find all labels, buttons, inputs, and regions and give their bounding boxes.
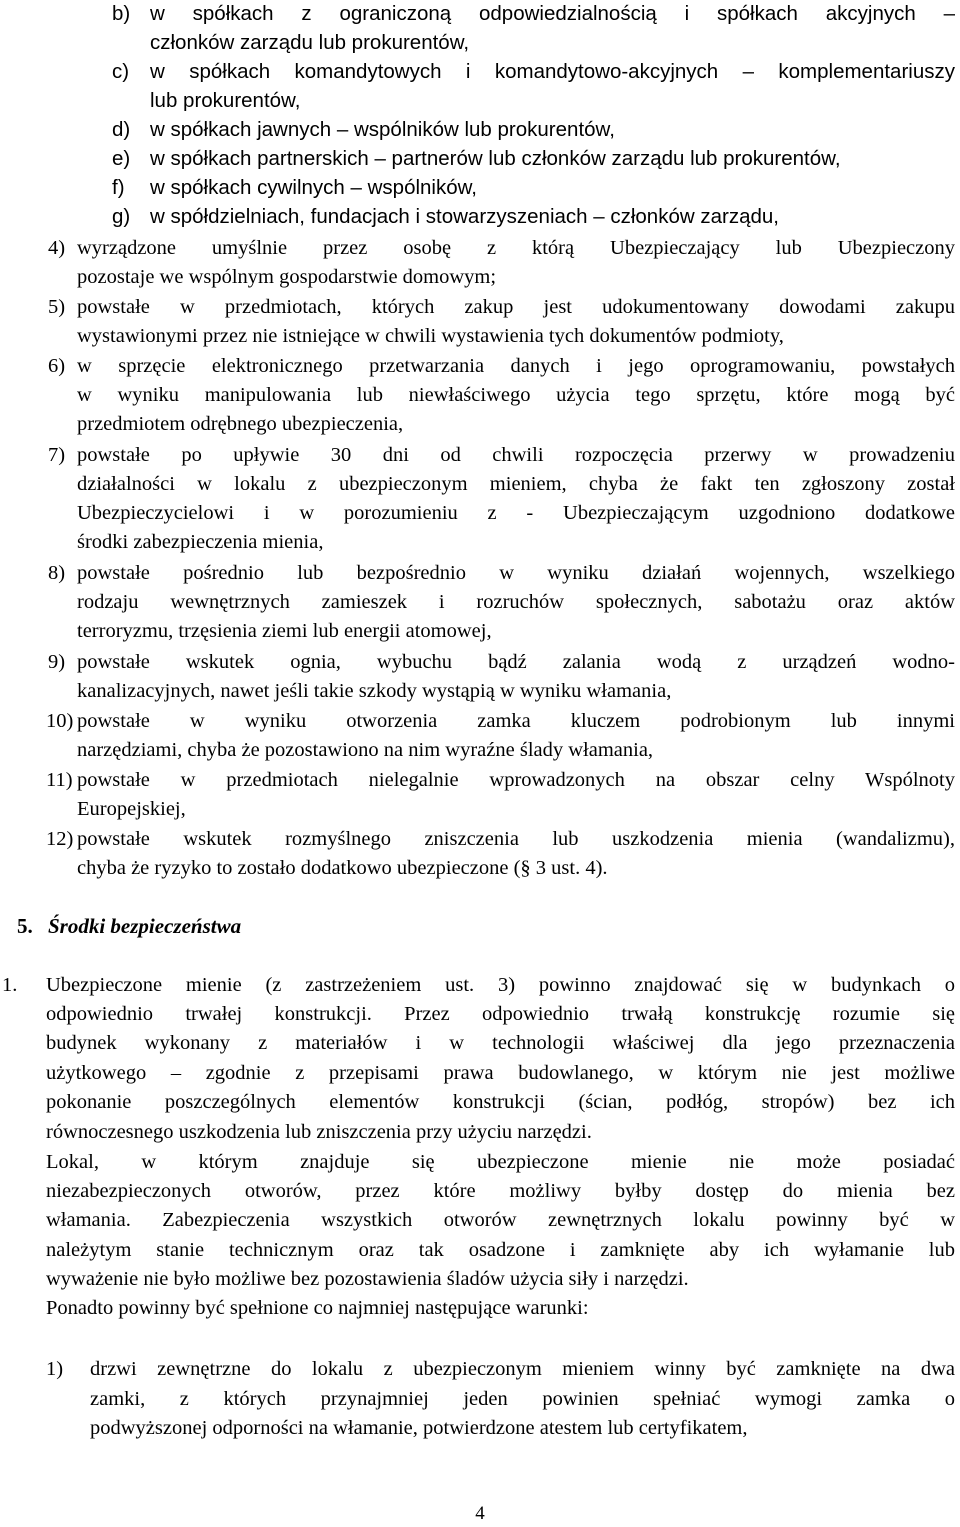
sub-item-label: c) [112, 60, 130, 83]
exclusion-item-line: powstałe po upływie 30 dni od chwili rozpoczęcia przerwy w prowadzeniu [77, 444, 955, 466]
exclusion-item-line: działalności w lokalu z ubezpieczonym mieniem, chyba że fakt ten zgłoszony został [77, 473, 955, 495]
point-line: pokonanie poszczególnych elementów konstrukcji (ścian, podłóg, stropów) bez ich [46, 1091, 955, 1113]
exclusion-item-line: powstałe w wyniku otworzenia zamka kluczem podrobionym lub innymi [77, 710, 955, 732]
exclusion-item-line: rodzaju wewnętrznych zamieszek i rozruchów społecznych, sabotażu oraz aktów [77, 591, 955, 613]
sub-item-label: d) [112, 118, 131, 141]
exclusion-item-line: wyrządzone umyślnie przez osobę z którą Ubezpieczający lub Ubezpieczony [77, 237, 955, 259]
sub-item-label: e) [112, 147, 131, 170]
point-line: Lokal, w którym znajduje się ubezpieczone mienie nie może posiadać [46, 1151, 955, 1173]
exclusion-item-line: chyba że ryzyko to zostało dodatkowo ubezpieczone (§ 3 ust. 4). [77, 857, 608, 879]
section-title: Środki bezpieczeństwa [48, 914, 242, 938]
exclusion-item-line: Europejskiej, [77, 798, 186, 820]
sub-item-line: członków zarządu lub prokurentów, [150, 31, 470, 54]
point-line: budynek wykonany z materiałów i w technologii właściwej dla jego przeznaczenia [46, 1032, 955, 1054]
exclusion-item-line: Ubezpieczycielowi i w porozumieniu z - Ubezpieczającym uzgodniono dodatkowe [77, 502, 955, 524]
exclusion-item-line: kanalizacyjnych, nawet jeśli takie szkody wystąpią w wyniku włamania, [77, 680, 672, 702]
exclusion-item-label: 11) [46, 769, 73, 791]
exclusion-item-label: 7) [48, 444, 66, 466]
exclusion-item-line: wystawionymi przez nie istniejące w chwili wystawienia tych dokumentów podmioty, [77, 325, 784, 347]
sub-item-line: w spółkach z ograniczoną odpowiedzialnością i spółkach akcyjnych – [150, 2, 955, 25]
exclusion-item-line: przedmiotem odrębnego ubezpieczenia, [77, 413, 404, 435]
condition-item-line: podwyższonej odporności na włamanie, potwierdzone atestem lub certyfikatem, [90, 1417, 748, 1439]
exclusion-item-line: powstałe wskutek ognia, wybuchu bądź zalania wodą z urządzeń wodno- [77, 651, 955, 673]
sub-item-label: f) [112, 176, 125, 199]
sub-item-label: b) [112, 2, 131, 25]
exclusion-item-line: środki zabezpieczenia mienia, [77, 531, 324, 553]
exclusion-item-label: 12) [46, 828, 74, 850]
exclusion-item-label: 5) [48, 296, 66, 318]
sub-item-label: g) [112, 205, 131, 228]
exclusion-item-line: narzędziami, chyba że pozostawiono na nim wyraźne ślady włamania, [77, 739, 654, 761]
section-number: 5. [17, 914, 33, 938]
point-label: 1. [2, 974, 18, 996]
point-line: Ubezpieczone mienie (z zastrzeżeniem ust. 3) powinno znajdować się w budynkach o [46, 974, 955, 996]
exclusion-item-line: terroryzmu, trzęsienia ziemi lub energii atomowej, [77, 620, 492, 642]
exclusion-item-line: w wyniku manipulowania lub niewłaściwego użycia tego sprzętu, które mogą być [77, 384, 955, 406]
sub-item-line: lub prokurentów, [150, 89, 301, 112]
exclusion-item-line: powstałe w przedmiotach, których zakup jest udokumentowany dowodami zakupu [77, 296, 955, 318]
page-number: 4 [475, 1503, 485, 1524]
sub-item-line: w spółkach jawnych – wspólników lub prokurentów, [150, 118, 615, 141]
exclusion-item-label: 9) [48, 651, 66, 673]
point-line: włamania. Zabezpieczenia wszystkich otworów zewnętrznych lokalu powinny być w [46, 1209, 955, 1231]
condition-item-line: zamki, z których przynajmniej jeden powinien spełniać wymogi zamka o [90, 1388, 955, 1410]
exclusion-item-line: powstałe pośrednio lub bezpośrednio w wyniku działań wojennych, wszelkiego [77, 562, 955, 584]
point-line: należytym stanie technicznym oraz tak osadzone i zamknięte aby ich wyłamanie lub [46, 1239, 955, 1261]
point-line: równoczesnego uszkodzenia lub zniszczenia przy użyciu narzędzi. [46, 1121, 592, 1143]
sub-item-line: w spółkach partnerskich – partnerów lub członków zarządu lub prokurentów, [150, 147, 841, 170]
exclusion-item-line: powstałe w przedmiotach nielegalnie wprowadzonych na obszar celny Wspólnoty [77, 769, 955, 791]
point-line: Ponadto powinny być spełnione co najmniej następujące warunki: [46, 1297, 589, 1319]
sub-item-line: w spółkach komandytowych i komandytowo-akcyjnych – komplementariuszy [150, 60, 955, 83]
exclusion-item-line: powstałe wskutek rozmyślnego zniszczenia lub uszkodzenia mienia (wandalizmu), [77, 828, 955, 850]
point-line: niezabezpieczonych otworów, przez które możliwy byłby dostęp do mienia bez [46, 1180, 955, 1202]
exclusion-item-label: 6) [48, 355, 66, 377]
exclusion-item-label: 10) [46, 710, 74, 732]
sub-item-line: w spółkach cywilnych – wspólników, [150, 176, 477, 199]
exclusion-item-line: pozostaje we wspólnym gospodarstwie domowym; [77, 266, 497, 288]
exclusion-item-label: 4) [48, 237, 66, 259]
point-line: użytkowego – zgodnie z przepisami prawa budowlanego, w którym nie jest możliwe [46, 1062, 955, 1084]
sub-item-line: w spółdzielniach, fundacjach i stowarzyszeniach – członków zarządu, [150, 205, 779, 228]
condition-item-line: drzwi zewnętrzne do lokalu z ubezpieczonym mieniem winny być zamknięte na dwa [90, 1358, 955, 1380]
condition-item-label: 1) [46, 1358, 64, 1380]
point-line: odpowiednio trwałej konstrukcji. Przez odpowiednio trwałą konstrukcję rozumie się [46, 1003, 955, 1025]
point-line: wyważenie nie było możliwe bez pozostawienia śladów użycia siły i narzędzi. [46, 1268, 689, 1290]
exclusion-item-label: 8) [48, 562, 66, 584]
exclusion-item-line: w sprzęcie elektronicznego przetwarzania danych i jego oprogramowaniu, powstałych [77, 355, 955, 377]
